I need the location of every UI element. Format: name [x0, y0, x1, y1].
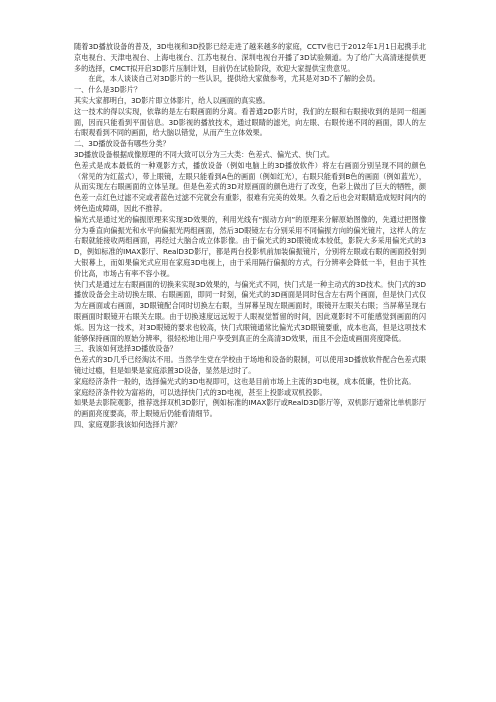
document-page: [74, 42, 426, 431]
body-paragraph: 家庭经济条件较为富裕的，可以选择快门式的3D电视，甚至上投影或双机投影。: [74, 387, 327, 397]
intro-paragraph: 随着3D播放设备的普及，3D电视和3D投影已经走进了越来越多的家庭，CCTV也已于2012年1月1日起携手北京电视台、天津电视台、上海电视台、江苏电视台、深圳电视台开播了3D试验频道。为了给广大高清迷提供更多的选择，CMCT拟开启3D影片压制计划，目前仍在试验阶段，欢迎大家提供宝贵意见。: [74, 42, 426, 73]
section-heading-choose-source: 四、家庭观影我该如何选择片源？: [74, 419, 182, 429]
body-paragraph: 3D播放设备根据成像原理的不同大致可以分为三大类：色差式、偏光式、快门式。: [74, 149, 334, 159]
body-paragraph-anaglyph: 色差式是成本最低的一种观影方式，播放设备（例如电脑上的3D播放软件）将左右画面分别呈现不同的颜色（常见的为红蓝式），带上眼镜，左眼只能看到A色的画面（例如红光），右眼只能看到B色的画面（例如蓝光），从而实现左右眼画面的立体呈现。但是色差式的3D对原画面的颜色进行了改变，色彩上做出了巨大的牺牲，颜色差一点红色过滤不完或者蓝色过滤不完就会有重影，很难有完美的效果。久看之后也会对眼睛造成短时间内的烤色造成障碍，因此不推荐。: [74, 160, 426, 213]
author-note-paragraph: 在此，本人谈谈自己对3D影片的一些认识，提供给大家做参考，尤其是对3D不了解的会员。: [88, 74, 380, 84]
body-paragraph: 家庭经济条件一般的，选择偏光式的3D电视即可，这也是目前市场上主流的3D电视，成本低廉，性价比高。: [74, 376, 416, 386]
body-paragraph: 这一技术的得以实现，依靠的是左右眼画面的分离。看普通2D影片时，我们的左眼和右眼接收到的是同一组画面，因而只能看到平面信息。3D影视的播放技术，通过眼睛的滤光，向左眼、右眼传递不同的画面，即人的左右眼观看到不同的画面，给大脑以错觉，从而产生立体效果。: [74, 106, 426, 138]
section-heading-what-is-3d: 一、什么是3D影片？: [74, 85, 142, 95]
body-paragraph-polarized: 偏光式是通过光的偏振原理来实现3D效果的，利用光线有“振动方向”的原理来分解原始图像的，先通过把图像分为垂直向偏振光和水平向偏振光两组画面，然后3D眼镜左右分别采用不同偏振方向的偏光镜片，这样人的左右眼就能接收两组画面，再经过大脑合成立体影像。由于偏光式的3D眼镜成本较低，影院大多采用偏光式的3D，例如标准的IMAX影厅、RealD3D影厅，都是两台投影机前加装偏振镜片，分别将左眼或右眼的画面投射到大银幕上，而如果偏光式应用在家庭3D电视上，由于采用隔行偏振的方式，行分辨率会降低一半，但由于其性价比高，市场占有率不容小视。: [74, 214, 426, 278]
body-paragraph: 如果是去影院观影，推荐选择双机3D影厅，例如标准的IMAX影厅或RealD3D影厅等，双机影厅通常比单机影厅的画面亮度要高，带上眼镜后仍能看清细节。: [74, 398, 426, 419]
section-heading-device-types: 二、3D播放设备有哪些分类？: [74, 139, 170, 149]
body-paragraph: 其实大家都明白，3D影片即立体影片，给人以画面的真实感。: [74, 95, 270, 105]
body-paragraph: 色差式的3D几乎已经淘汰不用。当然学生党在学校由于场地和设备的限制，可以使用3D播放软件配合色差式眼镜过过瘾，但是如果是家庭添置3D设备，显然是过时了。: [74, 355, 426, 375]
section-heading-choose-device: 三、我该如何选择3D播放设备？: [74, 344, 177, 354]
body-paragraph-shutter: 快门式是通过左右眼画面的切换来实现3D效果的，与偏光式不同，快门式是一种主动式的3D技术。快门式的3D播放设备会主动切换左眼、右眼画面，即同一时刻，偏光式的3D画面是同时包含左右两个画面，但是快门式仅为左画面或右画面，3D眼镜配合同时切换左右眼，当屏幕呈现左眼画面时，眼镜开左眼关右眼；当屏幕呈现右眼画面时眼镜开右眼关左眼。由于切换速度远远短于人眼视觉暂留的时间，因此观影时不可能感觉到画面的闪烁。因为这一技术，对3D眼镜的要求也较高，快门式眼镜通常比偏光式3D眼镜要重，成本也高，但是这项技术能够保持画面的原始分辨率，很轻松地让用户享受到真正的全高清3D效果，而且不会造成画面亮度降低。: [74, 279, 426, 343]
